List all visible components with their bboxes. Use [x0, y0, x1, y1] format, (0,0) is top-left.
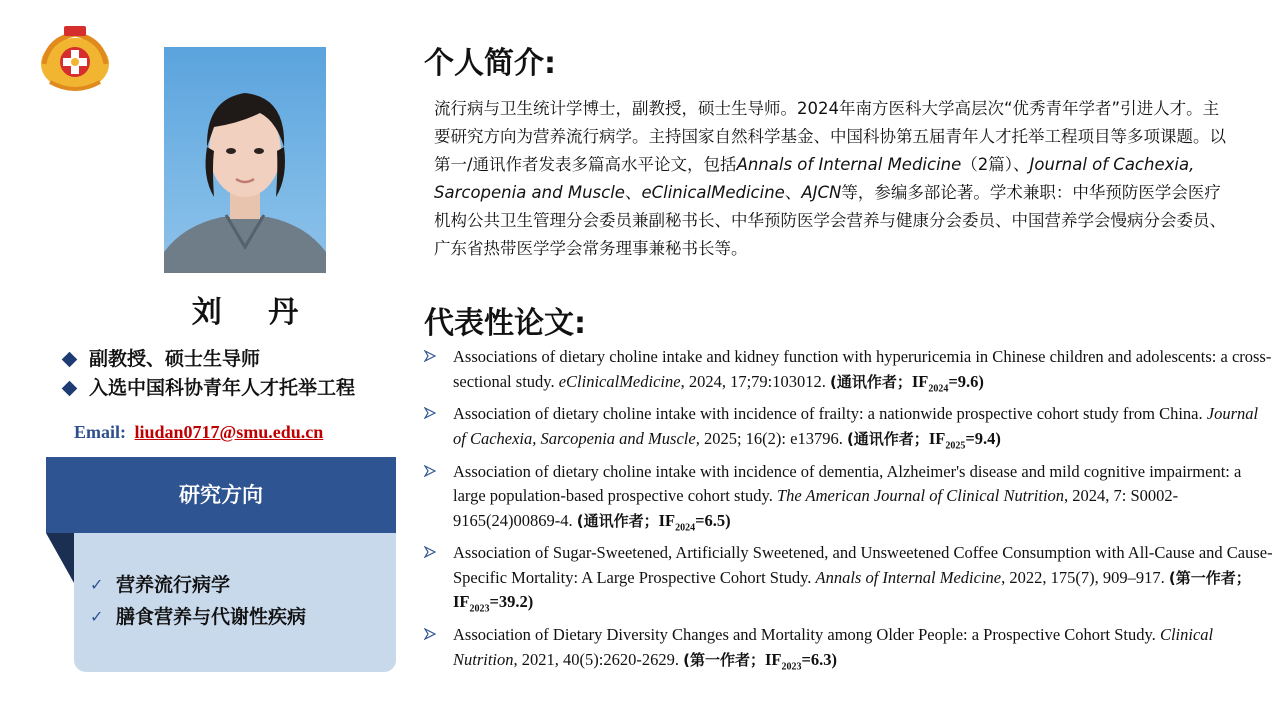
paper-item: [424, 460, 1274, 541]
if-year: 2023: [469, 603, 490, 615]
paper-title: Association of dietary choline intake with incidence of frailty: a nationwide prospective cohort study from China.: [453, 404, 1207, 424]
paper-title: Association of Sugar-Sweetened, Artificially Sweetened, and Unsweetened Coffee Consumption with All-Cause and Cause-Specific Mortality: A Large Prospective Cohort Study.: [453, 543, 1273, 587]
checkmark-icon: ✓: [90, 575, 104, 594]
paper-role: (第一作者；: [683, 650, 765, 669]
paper-role: (第一作者；: [1168, 568, 1251, 587]
person-name: 刘 丹: [191, 295, 317, 330]
paper-item: [424, 345, 1274, 401]
paper-role: (通讯作者；: [830, 372, 912, 391]
research-header-title: 研究方向: [179, 483, 263, 507]
paper-impact-factor: [911, 371, 984, 394]
intro-text: 流行病与卫生统计学博士，副教授，硕士生导师。2024年南方医科大学高层次“优秀青年学者”引进人才。主要研究方向为营养流行病学。主持国家自然科学基金、中国科协第五届青年人才托举工程项目等多项课题。以第一/通讯作者发表多篇高水平论文，包括: [434, 99, 1226, 174]
paper-journal: The American Journal of Clinical Nutrition: [776, 486, 1065, 506]
paper-journal: Journal of Cachexia, Sarcopenia and Muscle,: [453, 404, 1259, 448]
paper-title: Association of Dietary Diversity Changes and Mortality among Older People: a Prospective Cohort Study.: [453, 625, 1160, 645]
email-line: [74, 422, 323, 443]
intro-journal: eClinicalMedicine: [641, 183, 785, 202]
arrow-bullet-icon: [424, 546, 436, 558]
if-value: =9.4): [965, 428, 1001, 448]
paper-impact-factor: [928, 428, 1001, 452]
research-item-label: 营养流行病学: [116, 574, 231, 596]
paper-citation: , 2022, 175(7), 909–917.: [1001, 567, 1169, 587]
arrow-bullet-icon: [424, 350, 436, 362]
intro-journal: Journal of Cachexia, Sarcopenia and Muscle: [434, 155, 1195, 202]
paper-role: (通讯作者；: [846, 429, 929, 448]
title-text: 副教授、硕士生导师: [89, 348, 261, 370]
checkmark-icon: ✓: [90, 607, 104, 626]
research-item: [90, 601, 396, 633]
if-year: 2024: [928, 382, 949, 394]
paper-item: [424, 623, 1274, 679]
paper-impact-factor: [453, 592, 534, 615]
intro-heading: 个人简介:: [424, 46, 556, 81]
intro-paragraph: [434, 95, 1234, 263]
if-value: =9.6): [948, 371, 984, 391]
university-emblem-icon: [36, 24, 114, 96]
if-value: =39.2): [489, 592, 534, 612]
paper-journal: eClinicalMedicine: [558, 371, 681, 391]
diamond-bullet-icon: [62, 381, 78, 397]
email-link[interactable]: liudan0717@smu.edu.cn: [134, 422, 324, 442]
paper-citation: 2025; 16(2): e13796.: [699, 428, 847, 448]
intro-text: 、: [784, 183, 802, 202]
research-panel: [74, 533, 396, 672]
portrait-photo: [164, 47, 326, 273]
if-label: IF: [911, 371, 929, 391]
research-header-fold: [46, 533, 74, 583]
paper-role-note: [683, 649, 837, 672]
if-label: IF: [928, 428, 946, 448]
papers-heading: 代表性论文:: [424, 306, 586, 341]
paper-journal: Clinical Nutrition: [453, 625, 1214, 669]
intro-journal: AJCN: [801, 183, 842, 202]
diamond-bullet-icon: [62, 352, 78, 368]
intro-text: 、: [624, 183, 642, 202]
paper-journal: Annals of Internal Medicine: [815, 567, 1002, 587]
title-item: [60, 345, 355, 374]
paper-impact-factor: [764, 649, 837, 672]
research-header: [46, 457, 396, 533]
paper-item: [424, 402, 1274, 458]
paper-title: Association of dietary choline intake with incidence of dementia, Alzheimer's disease and mild cognitive impairment: a large population-based prospective cohort study.: [453, 461, 1242, 506]
intro-text: （2篇）、: [961, 155, 1030, 174]
paper-role-note: [830, 371, 984, 394]
paper-role: (通讯作者；: [576, 511, 659, 530]
paper-citation: , 2024, 7: S0002-9165(24)00869-4.: [453, 486, 1179, 530]
paper-impact-factor: [658, 510, 731, 533]
if-label: IF: [658, 510, 676, 530]
paper-citation: , 2024, 17;79:103012.: [680, 371, 830, 391]
intro-text: 等，参编多部论著。学术兼职：中华预防医学会医疗机构公共卫生管理分会委员兼副秘书长、中华预防医学会营养与健康分会委员、中国营养学会慢病分会委员、广东省热带医学学会常务理事兼秘书长等。: [434, 183, 1226, 258]
paper-citation: , 2021, 40(5):2620-2629.: [513, 649, 684, 669]
paper-list: [424, 345, 1274, 680]
arrow-bullet-icon: [424, 465, 436, 477]
intro-journal: Annals of Internal Medicine: [736, 155, 962, 174]
research-item: [90, 569, 396, 601]
if-year: 2024: [675, 521, 696, 533]
if-label: IF: [764, 649, 782, 669]
if-year: 2025: [945, 440, 966, 452]
arrow-bullet-icon: [424, 628, 436, 640]
if-value: =6.5): [695, 510, 731, 530]
title-item: [60, 374, 355, 403]
paper-role-note: [846, 428, 1001, 452]
paper-title: Associations of dietary choline intake and kidney function with hyperuricemia in Chinese children and adolescents: a cross-sectional study.: [453, 347, 1272, 391]
title-list: [60, 345, 355, 403]
if-year: 2023: [781, 660, 802, 672]
research-item-label: 膳食营养与代谢性疾病: [116, 606, 307, 628]
paper-item: [424, 541, 1274, 622]
title-text: 入选中国科协青年人才托举工程: [89, 377, 356, 399]
if-value: =6.3): [801, 649, 837, 669]
if-label: IF: [453, 592, 470, 612]
email-label: Email:: [74, 422, 126, 442]
paper-role-note: [576, 510, 731, 533]
arrow-bullet-icon: [424, 407, 436, 419]
